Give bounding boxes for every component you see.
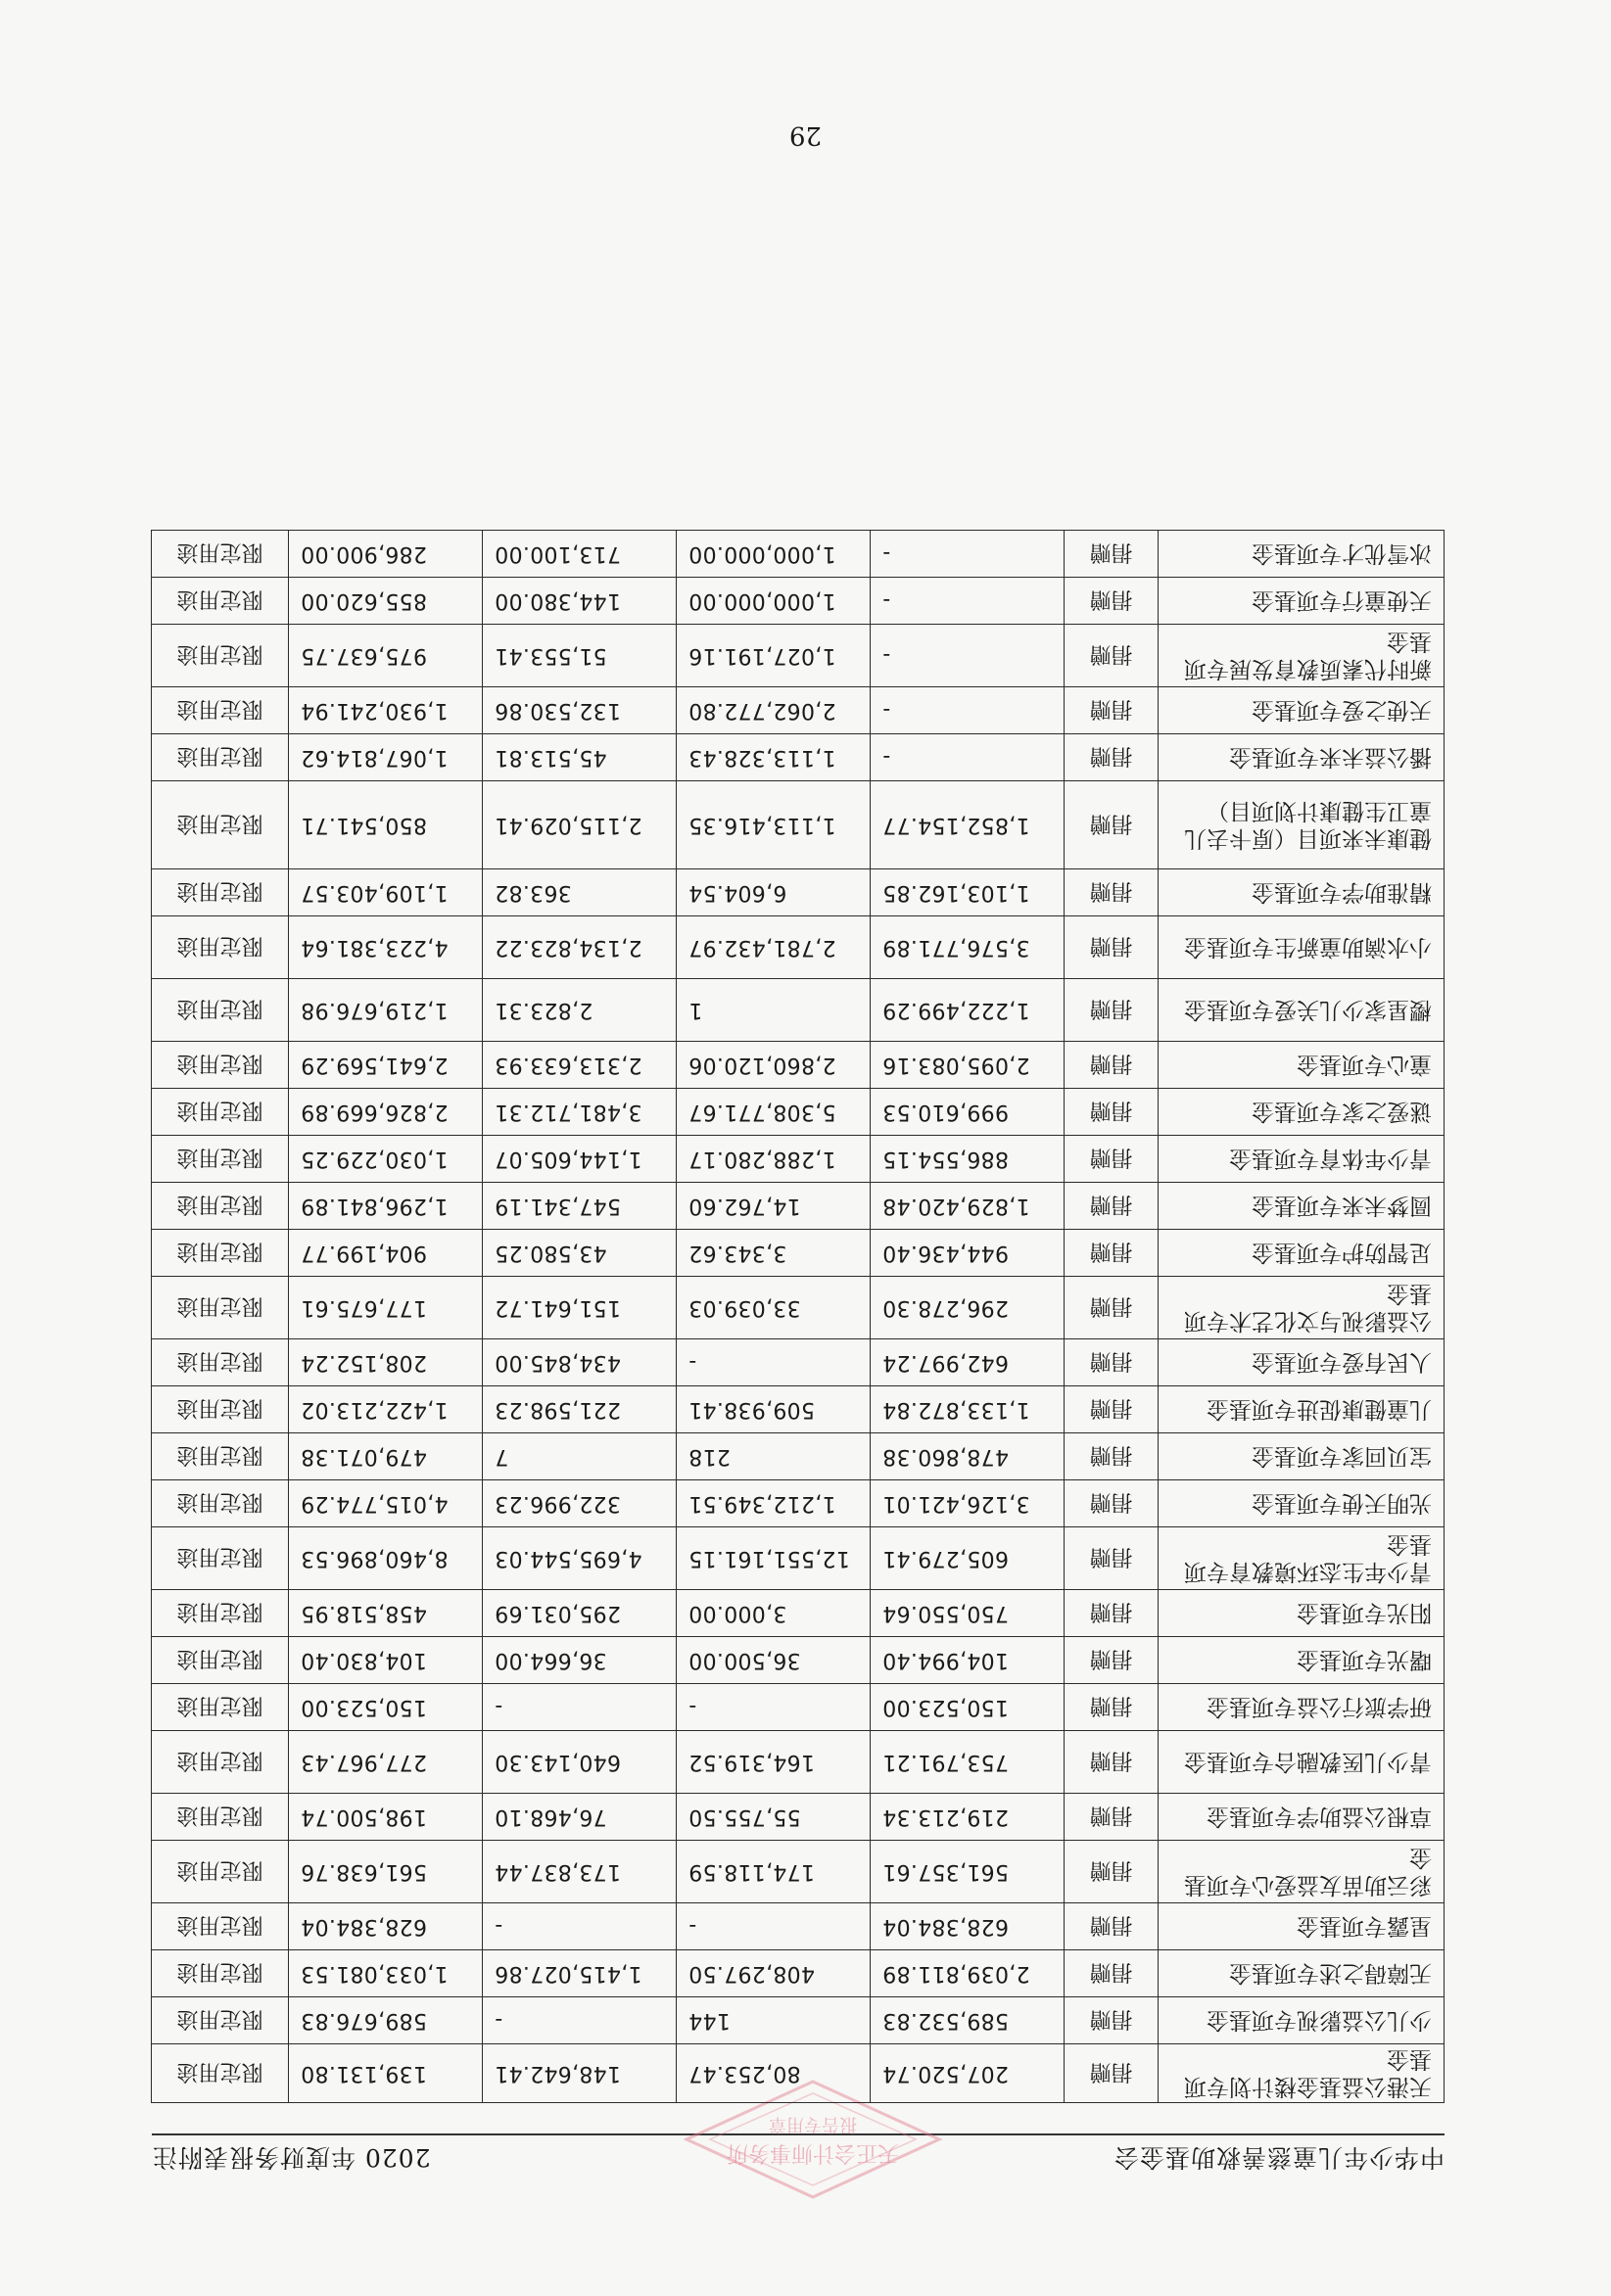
increase-cell: 1,000,000.00 — [677, 531, 871, 578]
increase-cell: 1,288,280.17 — [677, 1136, 871, 1183]
fund-type-cell: 捐赠 — [1065, 1794, 1159, 1841]
closing-balance-cell: 561,638.76 — [289, 1841, 483, 1903]
opening-balance-cell: 1,829,420.48 — [871, 1183, 1065, 1230]
increase-cell: 1,000,000.00 — [677, 578, 871, 625]
opening-balance-cell: - — [871, 687, 1065, 734]
restriction-cell: 限定用途 — [152, 1183, 289, 1230]
decrease-cell: 363.82 — [483, 869, 677, 916]
increase-cell: - — [677, 1903, 871, 1950]
table-row — [152, 2044, 1445, 2103]
opening-balance-cell: 561,357.61 — [871, 1841, 1065, 1903]
closing-balance-cell: 855,620.00 — [289, 578, 483, 625]
opening-balance-cell: 1,133,872.84 — [871, 1386, 1065, 1433]
decrease-cell: 713,100.00 — [483, 531, 677, 578]
closing-balance-cell: 8,460,896.53 — [289, 1527, 483, 1590]
fund-type-cell: 捐赠 — [1065, 1950, 1159, 1997]
page-number: 29 — [788, 120, 823, 150]
table-row — [152, 1277, 1445, 1339]
fund-type-cell: 捐赠 — [1065, 2044, 1159, 2103]
table-row — [152, 1480, 1445, 1527]
opening-balance-cell: 104,994.40 — [871, 1637, 1065, 1684]
increase-cell: - — [677, 1684, 871, 1731]
organization-name: 中华少年儿童慈善救助基金会 — [1113, 2143, 1445, 2172]
decrease-cell: 43,580.25 — [483, 1230, 677, 1277]
table-row — [152, 1042, 1445, 1089]
fund-name-cell: 天使童行专项基金 — [1159, 578, 1445, 625]
decrease-cell: 547,341.19 — [483, 1183, 677, 1230]
opening-balance-cell: - — [871, 531, 1065, 578]
closing-balance-cell: 208,152.24 — [289, 1339, 483, 1386]
opening-balance-cell: 605,279.41 — [871, 1527, 1065, 1590]
table-row — [152, 1136, 1445, 1183]
fund-name-cell: 青少年生态环境教育专项基金 — [1159, 1527, 1445, 1590]
fund-name-cell: 青少年体育专项基金 — [1159, 1136, 1445, 1183]
fund-name-cell: 光明天使专项基金 — [1159, 1480, 1445, 1527]
restriction-cell: 限定用途 — [152, 979, 289, 1042]
decrease-cell: 2,134,823.22 — [483, 916, 677, 979]
fund-name-cell: 健康未来项目（原卡去儿童卫生健康计划项目） — [1159, 781, 1445, 869]
opening-balance-cell: - — [871, 578, 1065, 625]
closing-balance-cell: 150,523.00 — [289, 1684, 483, 1731]
restriction-cell: 限定用途 — [152, 781, 289, 869]
increase-cell: 3,343.62 — [677, 1230, 871, 1277]
fund-name-cell: 草根公益助学专项基金 — [1159, 1794, 1445, 1841]
fund-name-cell: 公益影视与文化艺术专项基金 — [1159, 1277, 1445, 1339]
increase-cell: - — [677, 1339, 871, 1386]
table-row — [152, 1089, 1445, 1136]
restriction-cell: 限定用途 — [152, 1637, 289, 1684]
fund-name-cell: 星露专项基金 — [1159, 1903, 1445, 1950]
fund-name-cell: 天使之爱专项基金 — [1159, 687, 1445, 734]
restriction-cell: 限定用途 — [152, 1277, 289, 1339]
closing-balance-cell: 277,967.43 — [289, 1731, 483, 1794]
opening-balance-cell: 753,791.21 — [871, 1731, 1065, 1794]
opening-balance-cell: 944,436.40 — [871, 1230, 1065, 1277]
table-row — [152, 869, 1445, 916]
increase-cell: 33,039.03 — [677, 1277, 871, 1339]
decrease-cell: 7 — [483, 1433, 677, 1480]
restriction-cell: 限定用途 — [152, 578, 289, 625]
fund-type-cell: 捐赠 — [1065, 916, 1159, 979]
fund-type-cell: 捐赠 — [1065, 687, 1159, 734]
decrease-cell: 36,664.00 — [483, 1637, 677, 1684]
increase-cell: 1 — [677, 979, 871, 1042]
decrease-cell: 322,996.23 — [483, 1480, 677, 1527]
fund-type-cell: 捐赠 — [1065, 1386, 1159, 1433]
fund-type-cell: 捐赠 — [1065, 1903, 1159, 1950]
table-row — [152, 625, 1445, 687]
table-row — [152, 1637, 1445, 1684]
fund-name-cell: 宝贝回家专项基金 — [1159, 1433, 1445, 1480]
fund-name-cell: 谜爱之家专项基金 — [1159, 1089, 1445, 1136]
restriction-cell: 限定用途 — [152, 2044, 289, 2103]
restriction-cell: 限定用途 — [152, 1731, 289, 1794]
closing-balance-cell: 589,676.83 — [289, 1997, 483, 2044]
decrease-cell: 295,031.69 — [483, 1590, 677, 1637]
table-row — [152, 1903, 1445, 1950]
opening-balance-cell: 478,860.38 — [871, 1433, 1065, 1480]
table-row — [152, 1386, 1445, 1433]
table-row — [152, 1841, 1445, 1903]
opening-balance-cell: 1,222,499.29 — [871, 979, 1065, 1042]
restriction-cell: 限定用途 — [152, 1841, 289, 1903]
opening-balance-cell: 1,103,162.85 — [871, 869, 1065, 916]
restriction-cell: 限定用途 — [152, 1480, 289, 1527]
decrease-cell: 144,380.00 — [483, 578, 677, 625]
closing-balance-cell: 1,219,676.98 — [289, 979, 483, 1042]
table-row — [152, 1433, 1445, 1480]
fund-name-cell: 儿童健康促进专项基金 — [1159, 1386, 1445, 1433]
fund-name-cell: 新时代素质教育发展专项基金 — [1159, 625, 1445, 687]
restriction-cell: 限定用途 — [152, 916, 289, 979]
decrease-cell: 3,481,712.31 — [483, 1089, 677, 1136]
increase-cell: 36,500.00 — [677, 1637, 871, 1684]
fund-type-cell: 捐赠 — [1065, 1731, 1159, 1794]
closing-balance-cell: 975,637.75 — [289, 625, 483, 687]
opening-balance-cell: 207,520.74 — [871, 2044, 1065, 2103]
decrease-cell: 434,845.00 — [483, 1339, 677, 1386]
fund-type-cell: 捐赠 — [1065, 1637, 1159, 1684]
increase-cell: 12,551,161.15 — [677, 1527, 871, 1590]
decrease-cell: 173,837.44 — [483, 1841, 677, 1903]
fund-name-cell: 人民有爱专项基金 — [1159, 1339, 1445, 1386]
increase-cell: 14,762.60 — [677, 1183, 871, 1230]
restriction-cell: 限定用途 — [152, 734, 289, 781]
opening-balance-cell: 2,095,083.16 — [871, 1042, 1065, 1089]
restriction-cell: 限定用途 — [152, 1042, 289, 1089]
table-row — [152, 531, 1445, 578]
decrease-cell: 640,143.30 — [483, 1731, 677, 1794]
restriction-cell: 限定用途 — [152, 687, 289, 734]
restriction-cell: 限定用途 — [152, 1136, 289, 1183]
increase-cell: 6,604.54 — [677, 869, 871, 916]
fund-type-cell: 捐赠 — [1065, 869, 1159, 916]
increase-cell: 509,938.41 — [677, 1386, 871, 1433]
opening-balance-cell: 3,576,771.89 — [871, 916, 1065, 979]
closing-balance-cell: 1,067,814.62 — [289, 734, 483, 781]
decrease-cell: - — [483, 1684, 677, 1731]
fund-name-cell: 播公益未来专项基金 — [1159, 734, 1445, 781]
increase-cell: 1,113,416.35 — [677, 781, 871, 869]
increase-cell: 218 — [677, 1433, 871, 1480]
closing-balance-cell: 458,518.95 — [289, 1590, 483, 1637]
closing-balance-cell: 1,030,229.25 — [289, 1136, 483, 1183]
closing-balance-cell: 1,296,841.89 — [289, 1183, 483, 1230]
fund-type-cell: 捐赠 — [1065, 1527, 1159, 1590]
opening-balance-cell: 999,610.53 — [871, 1089, 1065, 1136]
opening-balance-cell: 750,550.64 — [871, 1590, 1065, 1637]
fund-name-cell: 樱星家少儿关爱专项基金 — [1159, 979, 1445, 1042]
opening-balance-cell: - — [871, 734, 1065, 781]
restriction-cell: 限定用途 — [152, 531, 289, 578]
increase-cell: 408,297.50 — [677, 1950, 871, 1997]
increase-cell: 144 — [677, 1997, 871, 2044]
fund-type-cell: 捐赠 — [1065, 1997, 1159, 2044]
increase-cell: 1,113,328.43 — [677, 734, 871, 781]
closing-balance-cell: 850,541.71 — [289, 781, 483, 869]
fund-name-cell: 阳光专项基金 — [1159, 1590, 1445, 1637]
fund-type-cell: 捐赠 — [1065, 979, 1159, 1042]
fund-type-cell: 捐赠 — [1065, 1433, 1159, 1480]
fund-table-body — [152, 531, 1445, 2103]
opening-balance-cell: 296,278.30 — [871, 1277, 1065, 1339]
opening-balance-cell: 219,213.34 — [871, 1794, 1065, 1841]
decrease-cell: 2,313,633.93 — [483, 1042, 677, 1089]
restriction-cell: 限定用途 — [152, 1997, 289, 2044]
closing-balance-cell: 1,930,241.94 — [289, 687, 483, 734]
table-row — [152, 1684, 1445, 1731]
restriction-cell: 限定用途 — [152, 1527, 289, 1590]
closing-balance-cell: 4,015,774.29 — [289, 1480, 483, 1527]
table-row — [152, 1794, 1445, 1841]
increase-cell: 80,253.47 — [677, 2044, 871, 2103]
fund-name-cell: 小水滴助童新生专项基金 — [1159, 916, 1445, 979]
fund-name-cell: 曙光专项基金 — [1159, 1637, 1445, 1684]
fund-name-cell: 精准助学专项基金 — [1159, 869, 1445, 916]
fund-type-cell: 捐赠 — [1065, 1089, 1159, 1136]
closing-balance-cell: 2,641,569.29 — [289, 1042, 483, 1089]
table-row — [152, 687, 1445, 734]
table-row — [152, 1527, 1445, 1590]
closing-balance-cell: 104,830.40 — [289, 1637, 483, 1684]
table-row — [152, 1339, 1445, 1386]
fund-name-cell: 青少儿医教融合专项基金 — [1159, 1731, 1445, 1794]
decrease-cell: 2,115,029.41 — [483, 781, 677, 869]
seal-stamp-line1: 天正会计师事务所 — [727, 2140, 900, 2165]
restriction-cell: 限定用途 — [152, 1903, 289, 1950]
opening-balance-cell: 2,039,811.89 — [871, 1950, 1065, 1997]
opening-balance-cell: 150,523.00 — [871, 1684, 1065, 1731]
fund-name-cell: 足智防护专项基金 — [1159, 1230, 1445, 1277]
table-row — [152, 578, 1445, 625]
fund-name-cell: 研学旅行公益专项基金 — [1159, 1684, 1445, 1731]
table-row — [152, 781, 1445, 869]
restriction-cell: 限定用途 — [152, 1794, 289, 1841]
fund-name-cell: 少儿公益影视专项基金 — [1159, 1997, 1445, 2044]
increase-cell: 2,860,120.06 — [677, 1042, 871, 1089]
decrease-cell: 151,641.72 — [483, 1277, 677, 1339]
fund-type-cell: 捐赠 — [1065, 1480, 1159, 1527]
fund-type-cell: 捐赠 — [1065, 1684, 1159, 1731]
increase-cell: 174,118.59 — [677, 1841, 871, 1903]
increase-cell: 2,781,432.97 — [677, 916, 871, 979]
increase-cell: 5,308,771.67 — [677, 1089, 871, 1136]
closing-balance-cell: 479,071.38 — [289, 1433, 483, 1480]
opening-balance-cell: 886,554.15 — [871, 1136, 1065, 1183]
restriction-cell: 限定用途 — [152, 1339, 289, 1386]
fund-type-cell: 捐赠 — [1065, 1841, 1159, 1903]
restriction-cell: 限定用途 — [152, 1950, 289, 1997]
fund-type-cell: 捐赠 — [1065, 625, 1159, 687]
closing-balance-cell: 177,675.61 — [289, 1277, 483, 1339]
restriction-cell: 限定用途 — [152, 869, 289, 916]
fund-type-cell: 捐赠 — [1065, 734, 1159, 781]
fund-type-cell: 捐赠 — [1065, 1042, 1159, 1089]
fund-type-cell: 捐赠 — [1065, 1136, 1159, 1183]
report-title: 2020 年度财务报表附注 — [152, 2143, 431, 2172]
restriction-cell: 限定用途 — [152, 1230, 289, 1277]
increase-cell: 1,212,349.51 — [677, 1480, 871, 1527]
fund-name-cell: 冰雪优才专项基金 — [1159, 531, 1445, 578]
table-row — [152, 916, 1445, 979]
closing-balance-cell: 1,422,213.02 — [289, 1386, 483, 1433]
decrease-cell: - — [483, 1903, 677, 1950]
fund-balance-table — [151, 530, 1445, 2103]
closing-balance-cell: 628,384.04 — [289, 1903, 483, 1950]
closing-balance-cell: 198,500.74 — [289, 1794, 483, 1841]
fund-type-cell: 捐赠 — [1065, 1339, 1159, 1386]
opening-balance-cell: 642,997.24 — [871, 1339, 1065, 1386]
restriction-cell: 限定用途 — [152, 1433, 289, 1480]
closing-balance-cell: 139,131.80 — [289, 2044, 483, 2103]
fund-name-cell: 无障碍之述专项基金 — [1159, 1950, 1445, 1997]
decrease-cell: 2,823.31 — [483, 979, 677, 1042]
fund-name-cell: 圆梦未来专项基金 — [1159, 1183, 1445, 1230]
opening-balance-cell: 589,532.83 — [871, 1997, 1065, 2044]
fund-type-cell: 捐赠 — [1065, 531, 1159, 578]
fund-type-cell: 捐赠 — [1065, 1590, 1159, 1637]
increase-cell: 2,062,772.80 — [677, 687, 871, 734]
closing-balance-cell: 2,826,669.89 — [289, 1089, 483, 1136]
table-row — [152, 979, 1445, 1042]
fund-name-cell: 童心专项基金 — [1159, 1042, 1445, 1089]
fund-type-cell: 捐赠 — [1065, 1183, 1159, 1230]
restriction-cell: 限定用途 — [152, 1089, 289, 1136]
table-row — [152, 1997, 1445, 2044]
opening-balance-cell: 1,852,154.77 — [871, 781, 1065, 869]
increase-cell: 55,755.50 — [677, 1794, 871, 1841]
fund-type-cell: 捐赠 — [1065, 578, 1159, 625]
table-row — [152, 1230, 1445, 1277]
restriction-cell: 限定用途 — [152, 1590, 289, 1637]
increase-cell: 164,319.52 — [677, 1731, 871, 1794]
decrease-cell: - — [483, 1997, 677, 2044]
decrease-cell: 1,415,027.86 — [483, 1950, 677, 1997]
fund-type-cell: 捐赠 — [1065, 1230, 1159, 1277]
fund-name-cell: 天港公益基金楼计划专项基金 — [1159, 2044, 1445, 2103]
fund-type-cell: 捐赠 — [1065, 1277, 1159, 1339]
restriction-cell: 限定用途 — [152, 1386, 289, 1433]
decrease-cell: 1,144,605.07 — [483, 1136, 677, 1183]
closing-balance-cell: 4,223,381.64 — [289, 916, 483, 979]
restriction-cell: 限定用途 — [152, 1684, 289, 1731]
closing-balance-cell: 286,900.00 — [289, 531, 483, 578]
table-row — [152, 1950, 1445, 1997]
decrease-cell: 51,553.41 — [483, 625, 677, 687]
decrease-cell: 148,642.41 — [483, 2044, 677, 2103]
closing-balance-cell: 904,199.77 — [289, 1230, 483, 1277]
decrease-cell: 76,468.10 — [483, 1794, 677, 1841]
opening-balance-cell: - — [871, 625, 1065, 687]
opening-balance-cell: 628,384.04 — [871, 1903, 1065, 1950]
table-row — [152, 734, 1445, 781]
increase-cell: 3,000.00 — [677, 1590, 871, 1637]
decrease-cell: 4,695,544.03 — [483, 1527, 677, 1590]
decrease-cell: 45,513.81 — [483, 734, 677, 781]
increase-cell: 1,027,191.16 — [677, 625, 871, 687]
fund-name-cell: 彩云助苗友益爱心专项基金 — [1159, 1841, 1445, 1903]
table-row — [152, 1183, 1445, 1230]
table-row — [152, 1731, 1445, 1794]
seal-stamp-line2: 报告专用章 — [769, 2114, 857, 2134]
decrease-cell: 132,530.86 — [483, 687, 677, 734]
restriction-cell: 限定用途 — [152, 625, 289, 687]
fund-table-wrapper — [152, 530, 1445, 2103]
closing-balance-cell: 1,033,081.53 — [289, 1950, 483, 1997]
decrease-cell: 221,598.23 — [483, 1386, 677, 1433]
opening-balance-cell: 3,126,421.01 — [871, 1480, 1065, 1527]
table-row — [152, 1590, 1445, 1637]
closing-balance-cell: 1,109,403.57 — [289, 869, 483, 916]
fund-type-cell: 捐赠 — [1065, 781, 1159, 869]
